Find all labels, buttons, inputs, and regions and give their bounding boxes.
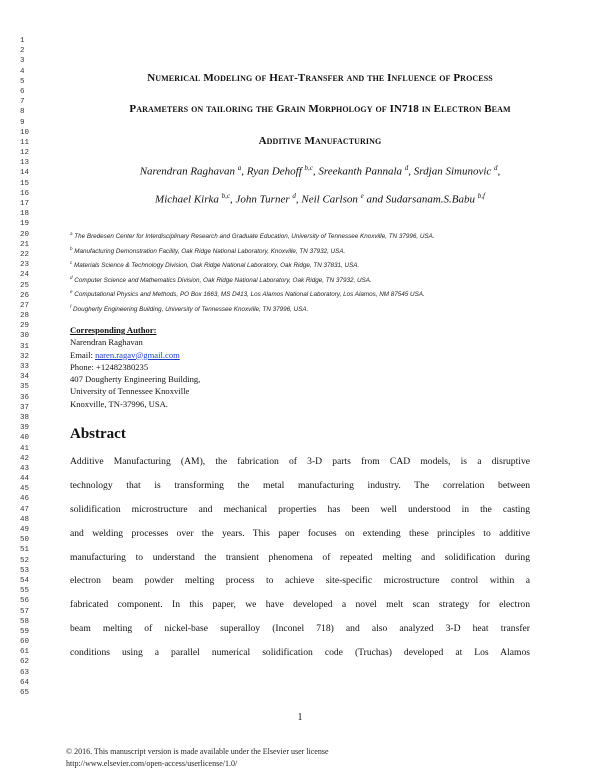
line-number: 31 <box>20 342 30 351</box>
affiliation-item <box>70 228 570 243</box>
author-affiliation-marker: a <box>237 164 242 172</box>
affiliation-marker: d <box>70 274 73 280</box>
author-affiliation-marker: e <box>360 192 364 200</box>
line-number: 61 <box>20 648 30 657</box>
line-number: 59 <box>20 627 30 636</box>
line-number: 7 <box>20 98 25 107</box>
line-number: 10 <box>20 128 30 137</box>
line-number: 1 <box>20 37 25 45</box>
line-number: 6 <box>20 87 25 96</box>
author-affiliation-marker: b,c <box>221 192 231 200</box>
author-affiliation-marker: b,f <box>477 192 485 200</box>
email-label: Email: <box>70 349 96 360</box>
line-number: 20 <box>20 230 30 239</box>
line-number: 47 <box>20 505 30 514</box>
line-number: 62 <box>20 658 30 667</box>
line-number: 5 <box>20 77 25 86</box>
line-number: 48 <box>20 515 30 524</box>
abstract-line: electron beam powder melting process to achieve site-specific microstructure control within a <box>70 575 530 587</box>
abstract-line: fabricated component. In this paper, we have developed a novel melt scan strategy for electron <box>70 599 530 611</box>
line-number: 46 <box>20 495 30 504</box>
line-number: 39 <box>20 424 30 433</box>
line-number: 23 <box>20 261 30 270</box>
line-number: 8 <box>20 108 25 117</box>
line-number: 56 <box>20 597 30 606</box>
line-number: 14 <box>20 169 30 178</box>
line-number: 37 <box>20 403 30 412</box>
line-number: 21 <box>20 240 30 249</box>
author-separator: , <box>241 165 247 178</box>
line-number-gutter <box>20 36 40 698</box>
author-separator: , <box>408 165 414 178</box>
line-number: 55 <box>20 587 30 596</box>
line-number: 4 <box>20 67 25 76</box>
line-number: 18 <box>20 210 30 219</box>
line-number: 19 <box>20 220 30 229</box>
author-affiliation-marker: d <box>292 192 296 200</box>
line-number: 27 <box>20 301 30 310</box>
page-number: 1 <box>297 712 303 723</box>
line-number: 40 <box>20 434 30 443</box>
abstract-line: conditions using a parallel numerical solidification code (Truchas) developed at Los Alamos <box>70 647 530 659</box>
author-separator: , <box>230 193 236 206</box>
affiliation-marker: f <box>70 303 72 309</box>
line-number: 43 <box>20 464 30 473</box>
line-number: 64 <box>20 678 30 687</box>
line-number: 54 <box>20 576 30 585</box>
paper-title-line-2: Parameters on tailoring the Grain Morphology of IN718 in Electron Beam <box>129 103 511 115</box>
affiliation-marker: b <box>70 245 73 251</box>
affiliation-marker: e <box>70 289 73 295</box>
author-name: Ryan Dehoff <box>246 165 305 178</box>
line-number: 29 <box>20 322 30 331</box>
abstract-line: manufacturing to understand the transient phenomena of repeated melting and solidification during <box>70 551 530 563</box>
author-name: Michael Kirka <box>155 193 222 206</box>
author-separator: , <box>312 165 319 178</box>
author-name: Neil Carlson <box>301 193 361 206</box>
corresponding-author-address-3: Knoxville, TN-37996, USA. <box>70 398 168 409</box>
line-number: 63 <box>20 668 30 677</box>
line-number: 41 <box>20 444 30 453</box>
affiliation-item <box>70 272 570 287</box>
line-number: 30 <box>20 332 30 341</box>
license-footer-line-1: © 2016. This manuscript version is made available under the Elsevier user license <box>66 747 329 756</box>
line-number: 57 <box>20 607 30 616</box>
line-number: 52 <box>20 556 30 565</box>
paper-title-line-3: Additive Manufacturing <box>258 135 382 147</box>
author-name: Narendran Raghavan <box>139 165 238 178</box>
author-separator: , <box>497 165 501 178</box>
corresponding-author-block <box>70 324 370 410</box>
line-number: 36 <box>20 393 30 402</box>
affiliations <box>70 228 570 316</box>
author-name: Sudarsanam.S.Babu <box>385 193 478 206</box>
author-separator: and <box>363 193 386 206</box>
line-number: 49 <box>20 526 30 534</box>
author-affiliation-marker: d <box>494 164 498 172</box>
author-name: Srdjan Simunovic <box>413 165 495 178</box>
author-list-line-2 <box>60 192 580 206</box>
line-number: 28 <box>20 312 30 321</box>
line-number: 11 <box>20 138 30 147</box>
corresponding-author-heading: Corresponding Author: <box>70 325 157 335</box>
corresponding-author-address-2: University of Tennessee Knoxville <box>70 386 190 397</box>
affiliation-marker: c <box>70 260 73 266</box>
abstract-line: solidification microstructure and mechanical properties has been well understood in the casting <box>70 503 530 515</box>
line-number: 12 <box>20 149 30 158</box>
corresponding-author-phone: Phone: +12482380235 <box>70 361 149 372</box>
line-number: 51 <box>20 546 30 555</box>
line-number: 38 <box>20 413 30 422</box>
abstract-line: beam melting of nickel-base superalloy (Inconel 718) and also analyzed 3-D heat transfer <box>70 623 530 635</box>
author-affiliation-marker: d <box>404 164 409 172</box>
author-name: Sreekanth Pannala <box>318 165 405 178</box>
line-number: 50 <box>20 536 30 545</box>
license-footer-url[interactable]: http://www.elsevier.com/open-access/userlicense/1.0/ <box>66 759 238 768</box>
author-name: John Turner <box>235 193 293 206</box>
line-number: 25 <box>20 281 30 290</box>
line-number: 22 <box>20 250 30 259</box>
line-number: 9 <box>20 118 25 127</box>
affiliation-text: Manufacturing Demonstration Facility, Oak Ridge National Laboratory, Knoxville, TN 37932, USA. <box>72 247 346 255</box>
line-number: 44 <box>20 475 30 484</box>
abstract-line: Additive Manufacturing (AM), the fabrication of 3-D parts from CAD models, is a disruptive <box>70 456 530 467</box>
abstract-body <box>70 450 530 665</box>
line-number: 35 <box>20 383 30 392</box>
email-link[interactable]: naren.ragav@gmail.com <box>95 349 180 360</box>
license-footer <box>66 746 486 770</box>
affiliation-text: Computational Physics and Methods, PO Box 1663, MS D413, Los Alamos National Laboratory, Los Alamos, NM 87545 USA. <box>72 291 425 299</box>
line-number: 42 <box>20 454 30 463</box>
line-number: 16 <box>20 189 30 198</box>
line-number: 26 <box>20 291 30 300</box>
abstract-heading: Abstract <box>70 426 126 442</box>
line-number: 45 <box>20 485 30 494</box>
line-number: 17 <box>20 200 30 208</box>
affiliation-item <box>70 286 570 301</box>
corresponding-author-email-line <box>70 349 370 361</box>
line-number: 15 <box>20 179 30 188</box>
author-affiliation-marker: b,c <box>304 164 313 172</box>
line-number: 58 <box>20 617 30 626</box>
affiliation-marker: a <box>70 231 73 236</box>
affiliation-text: Computer Science and Mathematics Division, Oak Ridge National Laboratory, Oak Ridge, TN 37932, USA. <box>72 276 372 284</box>
line-number: 60 <box>20 638 30 647</box>
affiliation-text: Dougherty Engineering Building, University of Tennessee Knoxville, TN 37996, USA. <box>71 306 309 314</box>
affiliation-item <box>70 257 570 272</box>
line-number: 53 <box>20 566 30 575</box>
paper-title-line-1: Numerical Modeling of Heat-Transfer and the Influence of Process <box>147 72 493 84</box>
abstract-line: and welding processes over the years. This paper focuses on extending these principles to additive <box>70 527 530 539</box>
line-number: 65 <box>20 689 30 697</box>
corresponding-author-address-1: 407 Dougherty Engineering Building, <box>70 374 201 385</box>
line-number: 13 <box>20 159 30 168</box>
corresponding-author-name: Narendran Raghavan <box>70 337 143 348</box>
author-list-line-1 <box>60 164 580 178</box>
line-number: 24 <box>20 271 30 280</box>
author-separator: , <box>295 193 302 206</box>
line-number: 33 <box>20 363 30 371</box>
abstract-line: technology that is transforming the metal manufacturing industry. The correlation between <box>70 479 530 491</box>
affiliation-item <box>70 301 570 316</box>
affiliation-item <box>70 243 570 258</box>
affiliation-text: The Bredesen Center for Interdisciplinary Research and Graduate Education, University of Tennessee Knoxville, TN 37996, USA. <box>72 233 435 241</box>
line-number: 34 <box>20 373 30 382</box>
affiliation-text: Materials Science & Technology Division, Oak Ridge National Laboratory, Oak Ridge, TN 37831, USA. <box>72 262 360 270</box>
line-number: 32 <box>20 352 30 361</box>
line-number: 3 <box>20 57 25 66</box>
line-number: 2 <box>20 47 25 56</box>
